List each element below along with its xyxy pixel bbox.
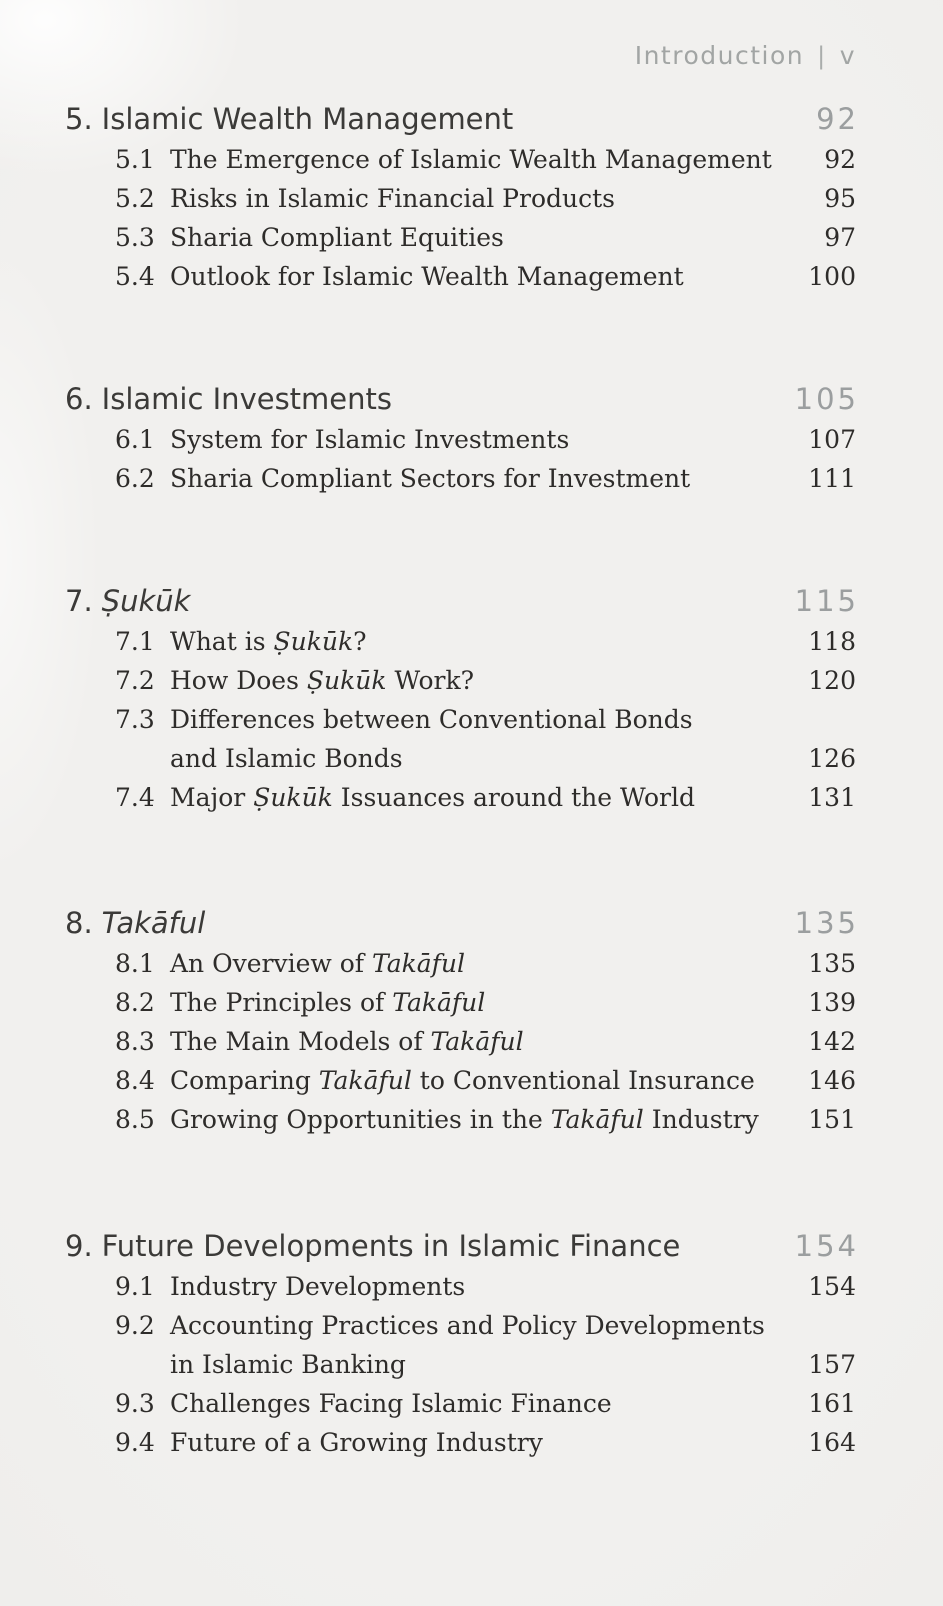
entry-title-line [170,944,798,983]
entry-text-segment: Growing Opportunities in the [170,1105,551,1134]
entry-number: 8.4 [115,1066,155,1095]
entry-page-number: 151 [808,1105,856,1134]
chapter-section [0,98,943,296]
entry-number: 9.1 [115,1272,155,1301]
chapter-page-number: 105 [794,382,859,416]
entry-text-segment: Issuances around the World [332,783,695,812]
entry-title-line [170,179,814,218]
chapter-entries-list [0,140,943,296]
toc-entry [0,1267,943,1306]
entry-page-number: 131 [808,783,856,812]
entry-title-line [170,218,814,257]
toc-entry [0,622,943,661]
entry-title [170,1306,808,1384]
chapter-number: 8. [65,906,93,940]
chapter-title: Future Developments in Islamic Finance [101,1229,681,1263]
entry-title [170,700,808,778]
entry-number: 6.2 [115,464,155,493]
toc-entry [0,140,943,179]
entry-number: 9.4 [115,1428,155,1457]
toc-entry [0,983,943,1022]
chapter-entries-list [0,622,943,817]
entry-title [170,1100,808,1139]
entry-page-number: 146 [808,1066,856,1095]
entry-page-number: 157 [808,1350,856,1379]
entry-page-number: 107 [808,425,856,454]
chapter-title-row [0,1225,943,1267]
entry-title [170,944,808,983]
entry-title [170,257,808,296]
entry-number: 5.2 [115,184,155,213]
toc-entry [0,1061,943,1100]
entry-text-segment: Takāful [550,1105,644,1134]
entry-page-number: 111 [808,464,856,493]
toc-entry [0,778,943,817]
chapter-title: Islamic Investments [101,382,392,416]
entry-page-number: 139 [808,988,856,1017]
entry-number: 7.1 [115,627,155,656]
entry-text-segment: Outlook for Islamic Wealth Management [170,262,684,291]
entry-title-line [170,1384,798,1423]
entry-text-segment: The Principles of [170,988,393,1017]
entry-text-segment: Industry Developments [170,1272,466,1301]
running-header-section-label: Introduction [634,41,805,70]
chapter-entries-list [0,1267,943,1462]
entry-page-number: 120 [808,666,856,695]
chapter-section [0,1225,943,1462]
entry-text-segment: The Emergence of Islamic Wealth Management [170,145,772,174]
chapter-section [0,580,943,817]
chapter-page-number: 115 [794,584,859,618]
toc-entry [0,661,943,700]
chapter-page-number: 92 [816,102,859,136]
entry-page-number: 142 [808,1027,856,1056]
entry-number: 8.1 [115,949,155,978]
toc-entry [0,1306,943,1384]
entry-title-line [170,1022,798,1061]
entry-page-number: 97 [824,223,856,252]
entry-title [170,140,824,179]
entry-text-segment: Ṣukūk [306,666,387,695]
chapter-number: 9. [65,1229,93,1263]
toc-entry [0,257,943,296]
entry-text-segment: System for Islamic Investments [170,425,570,454]
entry-text-segment: Takāful [318,1066,412,1095]
entry-text-segment: in Islamic Banking [170,1350,406,1379]
chapter-title: Islamic Wealth Management [101,102,514,136]
entry-text-segment: to Conventional Insurance [411,1066,755,1095]
chapter-title: Takāful [101,906,206,940]
toc-entry [0,1423,943,1462]
entry-number: 5.1 [115,145,155,174]
toc-entry [0,1022,943,1061]
chapter-title-row [0,98,943,140]
chapter-entries-list [0,944,943,1139]
entry-text-segment: Challenges Facing Islamic Finance [170,1389,612,1418]
chapter-number: 6. [65,382,93,416]
entry-title-line [170,1061,798,1100]
entry-title-line [170,1345,798,1384]
entry-text-segment: What is [170,627,274,656]
entry-page-number: 164 [808,1428,856,1457]
entry-text-segment: Takāful [371,949,466,978]
chapter-section [0,902,943,1139]
entry-text-segment: Takāful [430,1027,524,1056]
entry-text-segment: Comparing [170,1066,319,1095]
entry-title-line [170,661,798,700]
entry-page-number: 135 [808,949,856,978]
toc-entry [0,1384,943,1423]
entry-title [170,1022,808,1061]
entry-number: 8.5 [115,1105,155,1134]
entry-title-line [170,622,798,661]
entry-title-line [170,420,798,459]
entry-number: 7.4 [115,783,155,812]
entry-text-segment: Ṣukūk [253,783,333,812]
chapter-title-row [0,902,943,944]
chapter-page-number: 154 [794,1229,859,1263]
entry-title-line [170,739,798,778]
entry-text-segment: and Islamic Bonds [170,744,403,773]
entry-page-number: 92 [824,145,856,174]
entry-title [170,179,824,218]
entry-number: 9.3 [115,1389,155,1418]
toc-entry [0,700,943,778]
entry-number: 5.3 [115,223,155,252]
toc-entry [0,459,943,498]
entry-title [170,1267,808,1306]
entry-title-line [170,1306,798,1345]
chapter-number: 7. [65,584,93,618]
entry-text-segment: Major [170,783,254,812]
entry-title-line [170,1100,798,1139]
entry-page-number: 100 [808,262,856,291]
entry-title-line [170,778,798,817]
entry-text-segment: Industry [643,1105,759,1134]
entry-title-line [170,700,798,739]
entry-text-segment: Ṣukūk [273,627,354,656]
chapter-page-number: 135 [794,906,859,940]
chapter-section [0,378,943,498]
entry-page-number: 154 [808,1272,856,1301]
toc-entry [0,218,943,257]
entry-number: 8.3 [115,1027,155,1056]
entry-text-segment: How Does [170,666,307,695]
entry-number: 5.4 [115,262,155,291]
entry-title-line [170,983,798,1022]
entry-text-segment: The Main Models of [170,1027,431,1056]
toc-entry [0,420,943,459]
entry-page-number: 95 [824,184,856,213]
chapter-number: 5. [65,102,93,136]
entry-title-line [170,459,798,498]
entry-title-line [170,257,798,296]
chapter-title-row [0,580,943,622]
entry-title [170,459,808,498]
entry-page-number: 126 [808,744,856,773]
entry-title [170,1423,808,1462]
running-header [635,41,856,70]
toc-entry [0,179,943,218]
running-header-separator: | [817,42,827,70]
entry-text-segment: Differences between Conventional Bonds [170,705,693,734]
entry-text-segment: Sharia Compliant Equities [170,223,504,252]
entry-number: 7.3 [115,705,155,734]
chapter-title: Ṣukūk [101,584,191,618]
entry-title-line [170,1267,798,1306]
entry-text-segment: An Overview of [170,949,372,978]
entry-title-line [170,140,814,179]
toc-entry [0,1100,943,1139]
entry-page-number: 118 [808,627,856,656]
entry-text-segment: Future of a Growing Industry [170,1428,543,1457]
entry-number: 7.2 [115,666,155,695]
entry-page-number: 161 [808,1389,856,1418]
entry-title [170,1061,808,1100]
entry-text-segment: Takāful [392,988,486,1017]
entry-title [170,622,808,661]
entry-title [170,1384,808,1423]
entry-text-segment: ? [353,627,367,656]
entry-text-segment: Sharia Compliant Sectors for Investment [170,464,691,493]
chapter-entries-list [0,420,943,498]
entry-number: 6.1 [115,425,155,454]
entry-text-segment: Risks in Islamic Financial Products [170,184,615,213]
chapter-title-row [0,378,943,420]
entry-title [170,420,808,459]
entry-title-line [170,1423,798,1462]
entry-title [170,778,808,817]
entry-text-segment: Accounting Practices and Policy Developments [170,1311,765,1340]
entry-number: 8.2 [115,988,155,1017]
entry-title [170,661,808,700]
entry-number: 9.2 [115,1311,155,1340]
running-header-page-label: v [839,41,856,70]
toc-entry [0,944,943,983]
entry-text-segment: Work? [386,666,475,695]
entry-title [170,983,808,1022]
entry-title [170,218,824,257]
